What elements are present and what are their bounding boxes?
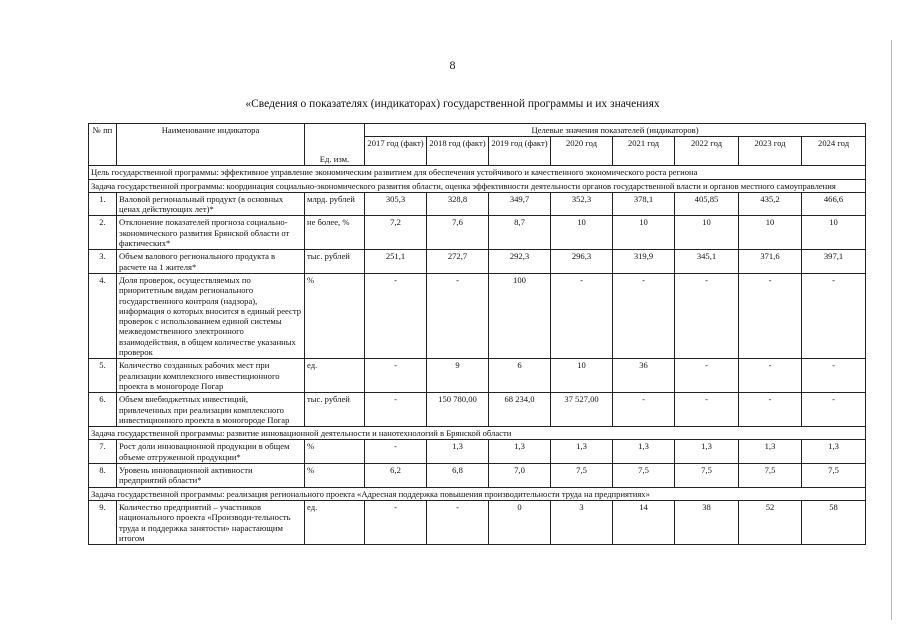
header-year: 2024 год bbox=[802, 137, 866, 166]
indicator-name: Доля проверок, осуществляемых по приоритетным видам регионального государственного контроля (надзора), информация о которых вносится в единый реестр проверок с использованием единой системы межведомственного электронного взаимодействия, в общем количестве указанных проверок bbox=[117, 273, 305, 358]
table-row bbox=[89, 500, 866, 544]
value-cell: 1,3 bbox=[489, 440, 551, 464]
header-name: Наименование индикатора bbox=[117, 124, 305, 166]
value-cell: 1,3 bbox=[427, 440, 489, 464]
header-year: 2019 год (факт) bbox=[489, 137, 551, 166]
scan-margin-line bbox=[891, 40, 892, 620]
indicators-table bbox=[88, 123, 866, 545]
value-cell: 7,5 bbox=[675, 464, 739, 488]
unit-cell: % bbox=[305, 273, 365, 358]
value-cell: 1,3 bbox=[613, 440, 675, 464]
value-cell: 100 bbox=[489, 273, 551, 358]
value-cell: - bbox=[365, 500, 427, 544]
header-year: 2017 год (факт) bbox=[365, 137, 427, 166]
value-cell: 10 bbox=[802, 216, 866, 250]
row-number: 5. bbox=[89, 359, 117, 393]
header-num: № пп bbox=[89, 124, 117, 166]
indicator-name: Объем внебюджетных инвестиций, привлеченных при реализации комплексного инвестиционного проекта в моногороде Погар bbox=[117, 393, 305, 427]
value-cell: 305,3 bbox=[365, 192, 427, 216]
value-cell: 9 bbox=[427, 359, 489, 393]
row-number: 2. bbox=[89, 216, 117, 250]
value-cell: 1,3 bbox=[739, 440, 802, 464]
value-cell: 397,1 bbox=[802, 250, 866, 274]
header-year: 2022 год bbox=[675, 137, 739, 166]
value-cell: 10 bbox=[551, 359, 613, 393]
value-cell: 328,8 bbox=[427, 192, 489, 216]
value-cell: 10 bbox=[739, 216, 802, 250]
table-row bbox=[89, 393, 866, 427]
row-number: 8. bbox=[89, 464, 117, 488]
value-cell: - bbox=[739, 393, 802, 427]
value-cell: 405,85 bbox=[675, 192, 739, 216]
header-unit: Ед. изм. bbox=[305, 124, 365, 166]
indicator-name: Рост доли инновационной продукции в общем объеме отгруженной продукции* bbox=[117, 440, 305, 464]
value-cell: 36 bbox=[613, 359, 675, 393]
value-cell: - bbox=[427, 500, 489, 544]
table-row bbox=[89, 216, 866, 250]
value-cell: 378,1 bbox=[613, 192, 675, 216]
value-cell: 6,2 bbox=[365, 464, 427, 488]
task-row: Задача государственной программы: развитие инновационной деятельности и нанотехнологий в Брянской области bbox=[89, 427, 866, 440]
indicator-name: Отклонение показателей прогноза социально-экономического развития Брянской области от фактических* bbox=[117, 216, 305, 250]
task-row: Задача государственной программы: координация социально-экономического развития области, оценка эффективности деятельности органов государственной власти и органов местного самоуправления bbox=[89, 179, 866, 192]
value-cell: - bbox=[675, 359, 739, 393]
unit-cell: тыс. рублей bbox=[305, 393, 365, 427]
value-cell: 8,7 bbox=[489, 216, 551, 250]
value-cell: 272,7 bbox=[427, 250, 489, 274]
value-cell: - bbox=[802, 273, 866, 358]
table-row bbox=[89, 464, 866, 488]
header-year: 2023 год bbox=[739, 137, 802, 166]
page-number: 8 bbox=[449, 58, 456, 72]
value-cell: 58 bbox=[802, 500, 866, 544]
value-cell: 6 bbox=[489, 359, 551, 393]
row-number: 6. bbox=[89, 393, 117, 427]
value-cell: 296,3 bbox=[551, 250, 613, 274]
indicator-name: Количество созданных рабочих мест при реализации комплексного инвестиционного проекта в моногороде Погар bbox=[117, 359, 305, 393]
value-cell: 435,2 bbox=[739, 192, 802, 216]
row-number: 9. bbox=[89, 500, 117, 544]
indicator-name: Валовой региональный продукт (в основных ценах действующих лет)* bbox=[117, 192, 305, 216]
value-cell: 292,3 bbox=[489, 250, 551, 274]
unit-cell: млрд. рублей bbox=[305, 192, 365, 216]
unit-cell: тыс. рублей bbox=[305, 250, 365, 274]
indicator-name: Объем валового регионального продукта в расчете на 1 жителя* bbox=[117, 250, 305, 274]
value-cell: 0 bbox=[489, 500, 551, 544]
header-targets: Целевые значения показателей (индикаторов) bbox=[365, 124, 866, 137]
row-number: 7. bbox=[89, 440, 117, 464]
value-cell: - bbox=[613, 273, 675, 358]
value-cell: 3 bbox=[551, 500, 613, 544]
value-cell: - bbox=[427, 273, 489, 358]
table-row bbox=[89, 440, 866, 464]
value-cell: 68 234,0 bbox=[489, 393, 551, 427]
value-cell: 52 bbox=[739, 500, 802, 544]
indicator-name: Количество предприятий – участников национального проекта «Производи-тельность труда и поддержка занятости» нарастающим итогом bbox=[117, 500, 305, 544]
value-cell: - bbox=[739, 359, 802, 393]
value-cell: 7,6 bbox=[427, 216, 489, 250]
value-cell: - bbox=[675, 273, 739, 358]
document-title: «Сведения о показателях (индикаторах) государственной программы и их значениях bbox=[245, 98, 660, 110]
value-cell: 345,1 bbox=[675, 250, 739, 274]
header-year: 2021 год bbox=[613, 137, 675, 166]
value-cell: 7,5 bbox=[739, 464, 802, 488]
unit-cell: % bbox=[305, 464, 365, 488]
task-row: Задача государственной программы: реализация регионального проекта «Адресная поддержка повышения производительности труда на предприятиях» bbox=[89, 487, 866, 500]
value-cell: - bbox=[365, 359, 427, 393]
header-year: 2018 год (факт) bbox=[427, 137, 489, 166]
header-year: 2020 год bbox=[551, 137, 613, 166]
indicator-name: Уровень инновационной активности предприятий области* bbox=[117, 464, 305, 488]
row-number: 4. bbox=[89, 273, 117, 358]
unit-cell: ед. bbox=[305, 500, 365, 544]
value-cell: 1,3 bbox=[802, 440, 866, 464]
value-cell: 1,3 bbox=[675, 440, 739, 464]
value-cell: 7,5 bbox=[802, 464, 866, 488]
unit-cell: ед. bbox=[305, 359, 365, 393]
row-number: 1. bbox=[89, 192, 117, 216]
table-row bbox=[89, 192, 866, 216]
value-cell: 7,0 bbox=[489, 464, 551, 488]
value-cell: - bbox=[365, 273, 427, 358]
value-cell: 14 bbox=[613, 500, 675, 544]
value-cell: 6,8 bbox=[427, 464, 489, 488]
value-cell: 466,6 bbox=[802, 192, 866, 216]
value-cell: 1,3 bbox=[551, 440, 613, 464]
table-row bbox=[89, 273, 866, 358]
value-cell: 7,5 bbox=[551, 464, 613, 488]
row-number: 3. bbox=[89, 250, 117, 274]
value-cell: - bbox=[613, 393, 675, 427]
value-cell: - bbox=[365, 440, 427, 464]
value-cell: - bbox=[802, 393, 866, 427]
unit-cell: не более, % bbox=[305, 216, 365, 250]
goal-row: Цель государственной программы: эффективное управление экономическим развитием для обеспечения устойчивого и качественного экономического роста региона bbox=[89, 166, 866, 179]
value-cell: 349,7 bbox=[489, 192, 551, 216]
value-cell: 352,3 bbox=[551, 192, 613, 216]
value-cell: 10 bbox=[551, 216, 613, 250]
value-cell: 7,2 bbox=[365, 216, 427, 250]
value-cell: 251,1 bbox=[365, 250, 427, 274]
unit-cell: % bbox=[305, 440, 365, 464]
value-cell: 319,9 bbox=[613, 250, 675, 274]
value-cell: 150 780,00 bbox=[427, 393, 489, 427]
value-cell: 37 527,00 bbox=[551, 393, 613, 427]
value-cell: - bbox=[739, 273, 802, 358]
value-cell: 7,5 bbox=[613, 464, 675, 488]
table-row bbox=[89, 359, 866, 393]
value-cell: - bbox=[675, 393, 739, 427]
value-cell: 10 bbox=[613, 216, 675, 250]
value-cell: 38 bbox=[675, 500, 739, 544]
value-cell: 371,6 bbox=[739, 250, 802, 274]
value-cell: - bbox=[802, 359, 866, 393]
value-cell: - bbox=[551, 273, 613, 358]
value-cell: 10 bbox=[675, 216, 739, 250]
table-row bbox=[89, 250, 866, 274]
value-cell: - bbox=[365, 393, 427, 427]
